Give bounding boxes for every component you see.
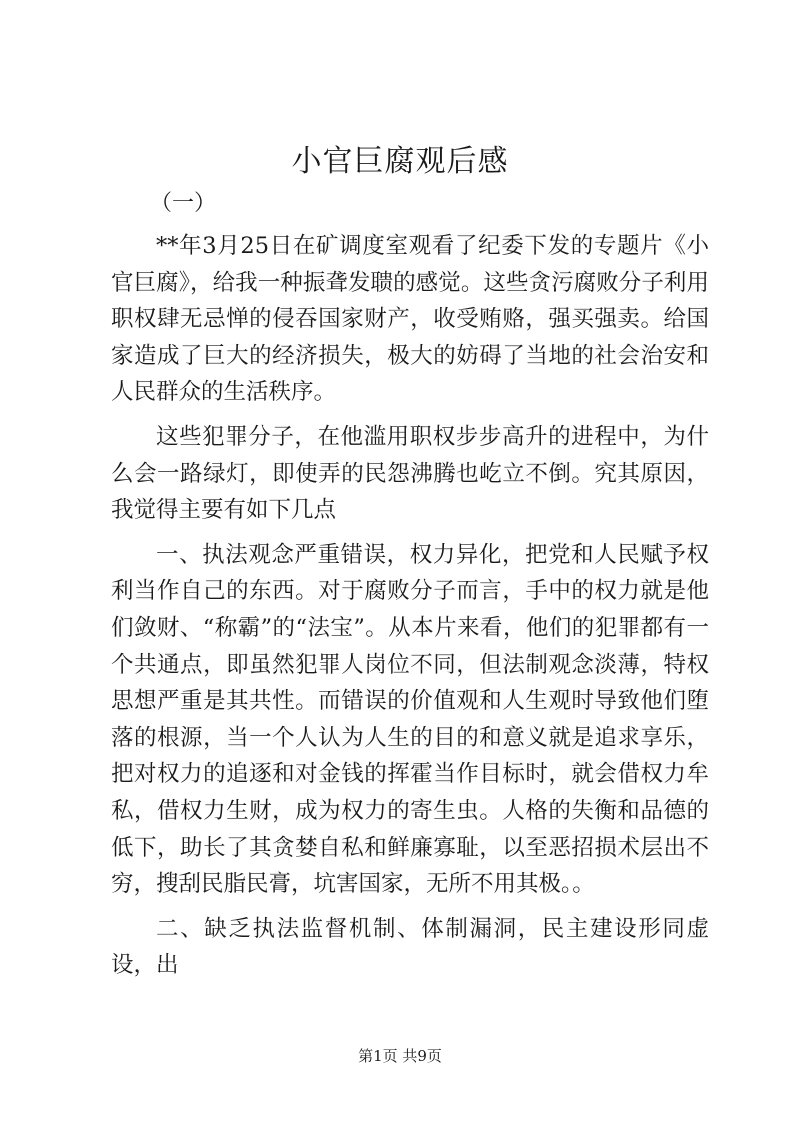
paragraph-question: 这些犯罪分子，在他滥用职权步步高升的进程中，为什么会一路绿灯，即使弄的民怨沸腾也屹立不倒。究其原因，我觉得主要有如下几点 bbox=[111, 423, 709, 524]
paragraph-point-one: 一、执法观念严重错误，权力异化，把党和人民赋予权利当作自己的东西。对于腐败分子而言，手中的权力就是他们敛财、“称霸”的“法宝”。从本片来看，他们的犯罪都有一个共通点，即虽然犯罪人岗位不同，但法制观念淡薄，特权思想严重是其共性。而错误的价值观和人生观时导致他们堕落的根源，当一个人认为人生的目的和意义就是追求享乐，把对权力的追逐和对金钱的挥霍当作目标时，就会借权力牟私，借权力生财，成为权力的寄生虫。人格的失衡和品德的低下，助长了其贪婪自私和鲜廉寡耻，以至恶招损术层出不穷，搜刮民脂民膏，坑害国家，无所不用其极。。 bbox=[111, 541, 709, 898]
document-title: 小官巨腐观后感 bbox=[291, 144, 509, 179]
section-label: （一） bbox=[150, 191, 217, 216]
paragraph-intro: **年3月25日在矿调度室观看了纪委下发的专题片《小官巨腐》，给我一种振聋发聩的感觉。这些贪污腐败分子利用职权肆无忌惮的侵吞国家财产，收受贿赂，强买强卖。给国家造成了巨大的经济损失，极大的妨碍了当地的社会治安和人民群众的生活秩序。 bbox=[111, 233, 709, 406]
paragraph-point-two: 二、缺乏执法监督机制、体制漏洞，民主建设形同虚设，出 bbox=[111, 915, 709, 979]
document-body bbox=[111, 228, 709, 992]
page-number-footer: 第1页 共9页 bbox=[358, 1047, 442, 1065]
